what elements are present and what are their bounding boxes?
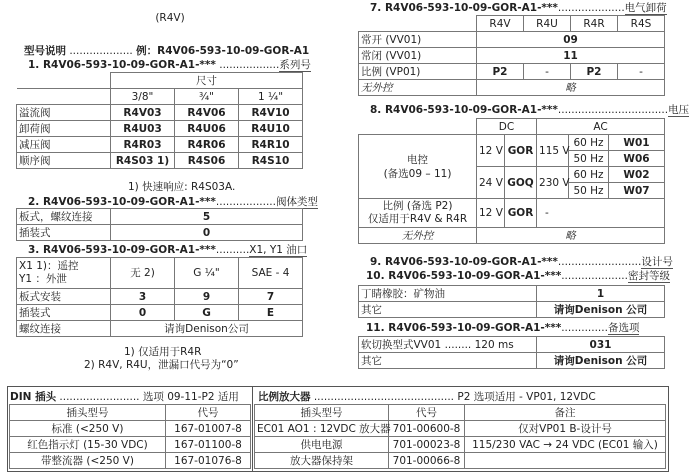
table-row: 插装式 0 G E	[17, 305, 303, 321]
table-row: 螺纹连接 请询Denison公司	[17, 321, 303, 337]
section-9-header: 9. R4V06-593-10-09-GOR-A1-***.........................设计号	[370, 256, 673, 268]
table-row: 丁睛橡胶：矿物油 1	[359, 286, 665, 302]
section-7-header: 7. R4V06-593-10-09-GOR-A1-***....................电气卸荷	[370, 2, 667, 14]
amp-header: 比例放大器 .......................................... P2 选项适用 - VP01, 12VDC	[258, 391, 596, 403]
port-table: X1 1)：遥控 Y1 ：外泄 无 2) G ¼" SAE - 4 板式安装 3 9 7 插装式 0 G E 螺纹连接 请询Denison公司	[16, 257, 303, 337]
section-2-header: 2. R4V06-593-10-09-GOR-A1-***..................阀体类型	[28, 196, 318, 208]
table-row: 供电电源 701-00023-8 115/230 VAC → 24 VDC (EC01 输入)	[255, 437, 666, 453]
table-row: 无外控 略	[359, 80, 665, 96]
model-title-line: 型号说明 ................... 例：R4V06-593-10-09-GOR-A1	[24, 45, 310, 57]
table-row: 标准 (<250 V) 167-01007-8	[10, 421, 251, 437]
table-row: 其它 请询Denison 公司	[359, 302, 665, 318]
series-note: 1) 快速响应: R4S03A.	[128, 181, 236, 193]
din-table: 插头型号 代号 标准 (<250 V) 167-01007-8 红色指示灯 (15-30 VDC) 167-01100-8 带整流器 (<250 V) 167-01076-8	[9, 404, 251, 469]
table-row: 红色指示灯 (15-30 VDC) 167-01100-8	[10, 437, 251, 453]
table-row: 卸荷阀 R4U03 R4U06 R4U10	[17, 121, 303, 137]
din-header: DIN 插头 ........................ 选项 09-11-P2 适用	[10, 391, 239, 403]
table-row: 插装式 0	[17, 225, 303, 241]
table-row: 比例 (VP01) P2 - P2 -	[359, 64, 665, 80]
table-row: 减压阀 R4R03 R4R06 R4R10	[17, 137, 303, 153]
seal-table	[358, 285, 665, 318]
port-note-2: 2) R4V, R4U，泄漏口代号为“0”	[84, 359, 239, 371]
table-row: 带整流器 (<250 V) 167-01076-8	[10, 453, 251, 469]
model-title: 型号说明	[24, 45, 66, 57]
section-8-header: 8. R4V06-593-10-09-GOR-A1-***.................................电压	[370, 104, 689, 116]
section-10-header: 10. R4V06-593-10-09-GOR-A1-***....................密封等级	[366, 270, 670, 282]
bottom-divider	[252, 386, 253, 471]
table-row: EC01 AO1 : 12VDC 放大器 701-00600-8 仅对VP01 B-设计号	[255, 421, 666, 437]
series-table: 尺寸 3/8" ¾" 1 ¼" 溢流阀 R4V03 R4V06 R4V10 卸荷阀 R4U03 R4U06 R4U10 减压阀 R4R03 R4R06 R4R10 顺序阀 R4S03 1) R4S06 R4S10	[16, 72, 303, 169]
model-example: 例：R4V06-593-10-09-GOR-A1	[136, 45, 310, 57]
table-row: 顺序阀 R4S03 1) R4S06 R4S10	[17, 153, 303, 169]
section-11-header: 11. R4V06-593-10-09-GOR-A1-***..............备选项	[366, 322, 640, 334]
product-label: (R4V)	[155, 12, 185, 24]
electric-unload-table: R4V R4U R4R R4S 常开 (VV01) 09 常闭 (VV01) 11 比例 (VP01) P2 - P2 - 无外控 略	[358, 15, 665, 96]
port-note-1: 1) 仅适用于R4R	[124, 346, 202, 358]
table-row: 软切换型式VV01 ........ 120 ms 031	[359, 337, 665, 353]
section-3-header: 3. R4V06-593-10-09-GOR-A1-***..........X1, Y1 油口	[28, 244, 308, 256]
table-row: 常闭 (VV01) 11	[359, 48, 665, 64]
table-row: 溢流阀 R4V03 R4V06 R4V10	[17, 105, 303, 121]
body-type-table	[16, 208, 303, 241]
table-row: 其它 请询Denison 公司	[359, 353, 665, 369]
table-row: 板式安装 3 9 7	[17, 289, 303, 305]
section-1-header: 1. R4V06-593-10-09-GOR-A1-*** ..................系列号	[28, 59, 311, 71]
table-row: 放大器保持架 701-00066-8	[255, 453, 666, 469]
table-row: 常开 (VV01) 09	[359, 32, 665, 48]
table-row: 板式，螺纹连接 5	[17, 209, 303, 225]
option-table	[358, 336, 665, 369]
voltage-table: DC AC 电控 (备选09 – 11) 12 V GOR 115 V 60 Hz W01 50 Hz W06 24 V GOQ 230 V 60 Hz W02 50 Hz W07 比例 (备选 P2) 仅适用于R4V & R4R 12 V GOR - 无外控 略	[358, 118, 665, 244]
amp-table: 插头型号 代号 备注 EC01 AO1 : 12VDC 放大器 701-00600-8 仅对VP01 B-设计号 供电电源 701-00023-8 115/230 VAC → 24 VDC (EC01 输入) 放大器保持架 701-00066-8	[254, 404, 666, 469]
